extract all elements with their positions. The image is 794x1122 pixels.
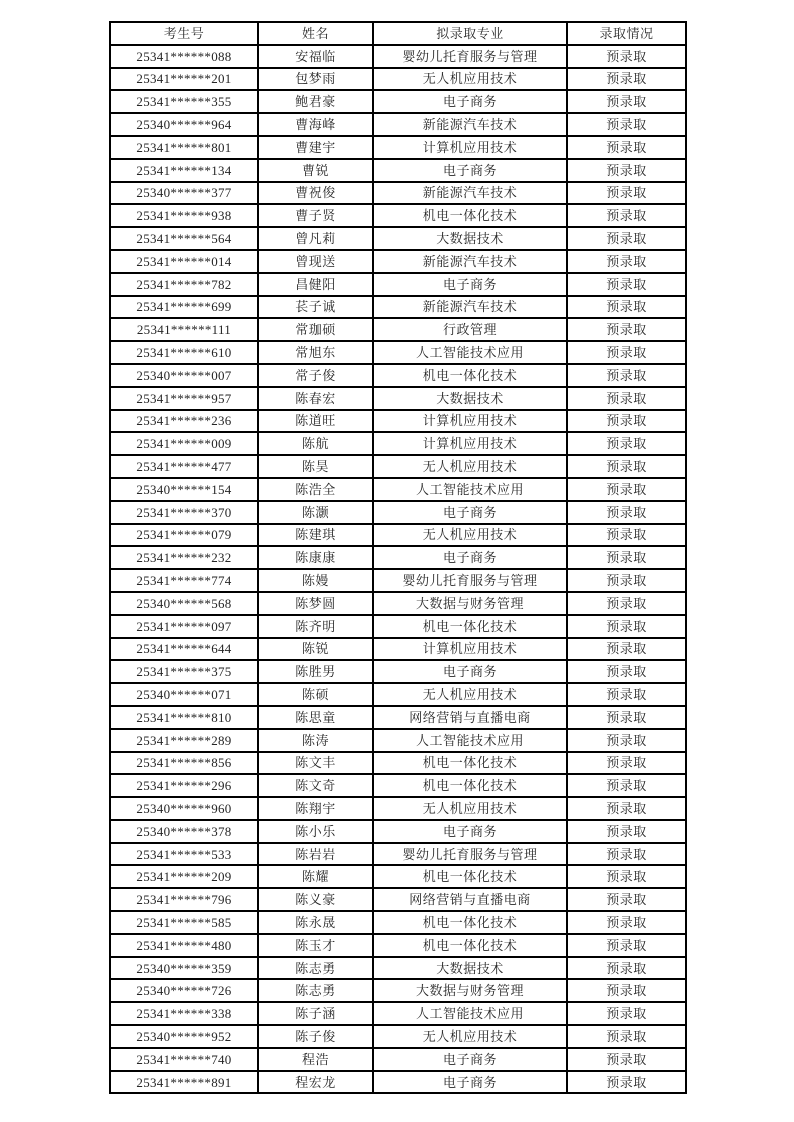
major-cell: 人工智能技术应用 bbox=[373, 729, 567, 752]
candidate-number-cell: 25341******079 bbox=[110, 524, 258, 547]
status-cell: 预录取 bbox=[567, 683, 686, 706]
table-row bbox=[110, 1025, 686, 1048]
name-cell: 昌健阳 bbox=[258, 273, 373, 296]
status-cell: 预录取 bbox=[567, 1071, 686, 1094]
name-cell: 陈梦圆 bbox=[258, 592, 373, 615]
status-cell: 预录取 bbox=[567, 569, 686, 592]
table-row bbox=[110, 455, 686, 478]
name-cell: 常珈硕 bbox=[258, 318, 373, 341]
table-row bbox=[110, 729, 686, 752]
major-cell: 计算机应用技术 bbox=[373, 638, 567, 661]
major-cell: 电子商务 bbox=[373, 546, 567, 569]
candidate-number-cell: 25341******585 bbox=[110, 911, 258, 934]
candidate-number-cell: 25340******568 bbox=[110, 592, 258, 615]
status-cell: 预录取 bbox=[567, 1002, 686, 1025]
table-header bbox=[110, 22, 686, 45]
major-cell: 电子商务 bbox=[373, 273, 567, 296]
candidate-number-cell: 25341******477 bbox=[110, 455, 258, 478]
table-row bbox=[110, 68, 686, 91]
candidate-number-cell: 25341******009 bbox=[110, 432, 258, 455]
name-cell: 常旭东 bbox=[258, 341, 373, 364]
name-cell: 曾现送 bbox=[258, 250, 373, 273]
status-cell: 预录取 bbox=[567, 1048, 686, 1071]
name-cell: 陈航 bbox=[258, 432, 373, 455]
status-cell: 预录取 bbox=[567, 182, 686, 205]
name-cell: 安福临 bbox=[258, 45, 373, 68]
major-cell: 电子商务 bbox=[373, 90, 567, 113]
major-cell: 电子商务 bbox=[373, 159, 567, 182]
status-cell: 预录取 bbox=[567, 227, 686, 250]
name-cell: 陈胜男 bbox=[258, 660, 373, 683]
candidate-number-cell: 25341******338 bbox=[110, 1002, 258, 1025]
major-cell: 机电一体化技术 bbox=[373, 752, 567, 775]
table-row bbox=[110, 752, 686, 775]
candidate-number-cell: 25341******957 bbox=[110, 387, 258, 410]
table-row bbox=[110, 569, 686, 592]
major-cell: 无人机应用技术 bbox=[373, 524, 567, 547]
major-cell: 婴幼儿托育服务与管理 bbox=[373, 569, 567, 592]
status-cell: 预录取 bbox=[567, 296, 686, 319]
table-row bbox=[110, 136, 686, 159]
major-cell: 新能源汽车技术 bbox=[373, 113, 567, 136]
major-cell: 行政管理 bbox=[373, 318, 567, 341]
candidate-number-cell: 25340******007 bbox=[110, 364, 258, 387]
name-cell: 陈志勇 bbox=[258, 957, 373, 980]
status-cell: 预录取 bbox=[567, 1025, 686, 1048]
name-cell: 陈义豪 bbox=[258, 888, 373, 911]
table-row bbox=[110, 227, 686, 250]
name-cell: 陈文奇 bbox=[258, 774, 373, 797]
table-row bbox=[110, 90, 686, 113]
status-cell: 预录取 bbox=[567, 729, 686, 752]
status-cell: 预录取 bbox=[567, 957, 686, 980]
table-body bbox=[110, 45, 686, 1094]
status-cell: 预录取 bbox=[567, 774, 686, 797]
status-cell: 预录取 bbox=[567, 159, 686, 182]
table-row bbox=[110, 273, 686, 296]
status-cell: 预录取 bbox=[567, 524, 686, 547]
table-row bbox=[110, 638, 686, 661]
status-cell: 预录取 bbox=[567, 660, 686, 683]
candidate-number-cell: 25340******154 bbox=[110, 478, 258, 501]
name-cell: 程宏龙 bbox=[258, 1071, 373, 1094]
name-cell: 陈昊 bbox=[258, 455, 373, 478]
table-row bbox=[110, 615, 686, 638]
status-cell: 预录取 bbox=[567, 911, 686, 934]
status-cell: 预录取 bbox=[567, 615, 686, 638]
table-row bbox=[110, 865, 686, 888]
status-cell: 预录取 bbox=[567, 432, 686, 455]
table-row bbox=[110, 592, 686, 615]
table-row bbox=[110, 820, 686, 843]
candidate-number-cell: 25341******088 bbox=[110, 45, 258, 68]
major-cell: 大数据技术 bbox=[373, 227, 567, 250]
table-row bbox=[110, 957, 686, 980]
candidate-number-cell: 25340******377 bbox=[110, 182, 258, 205]
major-cell: 机电一体化技术 bbox=[373, 204, 567, 227]
major-cell: 无人机应用技术 bbox=[373, 1025, 567, 1048]
admission-roster-table bbox=[109, 21, 687, 1094]
name-cell: 陈翔宇 bbox=[258, 797, 373, 820]
status-cell: 预录取 bbox=[567, 934, 686, 957]
candidate-number-cell: 25340******726 bbox=[110, 979, 258, 1002]
header-row bbox=[110, 22, 686, 45]
status-cell: 预录取 bbox=[567, 979, 686, 1002]
table-row bbox=[110, 546, 686, 569]
status-cell: 预录取 bbox=[567, 364, 686, 387]
name-cell: 陈锐 bbox=[258, 638, 373, 661]
major-cell: 人工智能技术应用 bbox=[373, 1002, 567, 1025]
name-cell: 陈志勇 bbox=[258, 979, 373, 1002]
name-cell: 陈建琪 bbox=[258, 524, 373, 547]
table-row bbox=[110, 341, 686, 364]
status-cell: 预录取 bbox=[567, 387, 686, 410]
major-cell: 网络营销与直播电商 bbox=[373, 888, 567, 911]
candidate-number-cell: 25341******938 bbox=[110, 204, 258, 227]
major-cell: 无人机应用技术 bbox=[373, 68, 567, 91]
candidate-number-cell: 25341******796 bbox=[110, 888, 258, 911]
status-cell: 预录取 bbox=[567, 68, 686, 91]
name-cell: 程浩 bbox=[258, 1048, 373, 1071]
status-cell: 预录取 bbox=[567, 204, 686, 227]
major-cell: 大数据与财务管理 bbox=[373, 979, 567, 1002]
status-cell: 预录取 bbox=[567, 455, 686, 478]
table-row bbox=[110, 501, 686, 524]
status-cell: 预录取 bbox=[567, 888, 686, 911]
name-cell: 陈思童 bbox=[258, 706, 373, 729]
candidate-number-cell: 25340******378 bbox=[110, 820, 258, 843]
major-cell: 机电一体化技术 bbox=[373, 865, 567, 888]
major-cell: 计算机应用技术 bbox=[373, 410, 567, 433]
candidate-number-cell: 25341******774 bbox=[110, 569, 258, 592]
table-row bbox=[110, 45, 686, 68]
major-cell: 机电一体化技术 bbox=[373, 364, 567, 387]
header-admission-status: 录取情况 bbox=[567, 22, 686, 45]
candidate-number-cell: 25341******097 bbox=[110, 615, 258, 638]
status-cell: 预录取 bbox=[567, 706, 686, 729]
table-row bbox=[110, 318, 686, 341]
status-cell: 预录取 bbox=[567, 752, 686, 775]
candidate-number-cell: 25341******134 bbox=[110, 159, 258, 182]
status-cell: 预录取 bbox=[567, 45, 686, 68]
major-cell: 计算机应用技术 bbox=[373, 136, 567, 159]
table-row bbox=[110, 911, 686, 934]
name-cell: 陈玉才 bbox=[258, 934, 373, 957]
major-cell: 大数据技术 bbox=[373, 957, 567, 980]
status-cell: 预录取 bbox=[567, 250, 686, 273]
status-cell: 预录取 bbox=[567, 113, 686, 136]
name-cell: 陈齐明 bbox=[258, 615, 373, 638]
name-cell: 苌子诚 bbox=[258, 296, 373, 319]
major-cell: 人工智能技术应用 bbox=[373, 478, 567, 501]
name-cell: 陈永晟 bbox=[258, 911, 373, 934]
name-cell: 陈文丰 bbox=[258, 752, 373, 775]
table-row bbox=[110, 706, 686, 729]
status-cell: 预录取 bbox=[567, 865, 686, 888]
table-row bbox=[110, 410, 686, 433]
table-row bbox=[110, 478, 686, 501]
table-row bbox=[110, 113, 686, 136]
major-cell: 电子商务 bbox=[373, 1048, 567, 1071]
name-cell: 陈耀 bbox=[258, 865, 373, 888]
table-row bbox=[110, 934, 686, 957]
candidate-number-cell: 25341******891 bbox=[110, 1071, 258, 1094]
major-cell: 机电一体化技术 bbox=[373, 774, 567, 797]
candidate-number-cell: 25340******960 bbox=[110, 797, 258, 820]
status-cell: 预录取 bbox=[567, 843, 686, 866]
name-cell: 包梦雨 bbox=[258, 68, 373, 91]
status-cell: 预录取 bbox=[567, 797, 686, 820]
major-cell: 无人机应用技术 bbox=[373, 797, 567, 820]
status-cell: 预录取 bbox=[567, 546, 686, 569]
major-cell: 电子商务 bbox=[373, 501, 567, 524]
table-row bbox=[110, 1048, 686, 1071]
name-cell: 曹建宇 bbox=[258, 136, 373, 159]
candidate-number-cell: 25341******699 bbox=[110, 296, 258, 319]
candidate-number-cell: 25341******856 bbox=[110, 752, 258, 775]
header-candidate-number: 考生号 bbox=[110, 22, 258, 45]
candidate-number-cell: 25341******533 bbox=[110, 843, 258, 866]
name-cell: 曹海峰 bbox=[258, 113, 373, 136]
candidate-number-cell: 25341******014 bbox=[110, 250, 258, 273]
candidate-number-cell: 25341******296 bbox=[110, 774, 258, 797]
major-cell: 人工智能技术应用 bbox=[373, 341, 567, 364]
name-cell: 陈硕 bbox=[258, 683, 373, 706]
name-cell: 陈春宏 bbox=[258, 387, 373, 410]
candidate-number-cell: 25341******480 bbox=[110, 934, 258, 957]
candidate-number-cell: 25341******111 bbox=[110, 318, 258, 341]
name-cell: 陈道旺 bbox=[258, 410, 373, 433]
table-row bbox=[110, 797, 686, 820]
candidate-number-cell: 25341******232 bbox=[110, 546, 258, 569]
status-cell: 预录取 bbox=[567, 273, 686, 296]
name-cell: 鲍君豪 bbox=[258, 90, 373, 113]
major-cell: 电子商务 bbox=[373, 660, 567, 683]
status-cell: 预录取 bbox=[567, 638, 686, 661]
table-row bbox=[110, 979, 686, 1002]
major-cell: 大数据与财务管理 bbox=[373, 592, 567, 615]
name-cell: 常子俊 bbox=[258, 364, 373, 387]
table-row bbox=[110, 774, 686, 797]
candidate-number-cell: 25340******071 bbox=[110, 683, 258, 706]
table-row bbox=[110, 843, 686, 866]
table-row bbox=[110, 888, 686, 911]
status-cell: 预录取 bbox=[567, 820, 686, 843]
header-proposed-major: 拟录取专业 bbox=[373, 22, 567, 45]
table-row bbox=[110, 660, 686, 683]
status-cell: 预录取 bbox=[567, 136, 686, 159]
name-cell: 曹子贤 bbox=[258, 204, 373, 227]
status-cell: 预录取 bbox=[567, 410, 686, 433]
candidate-number-cell: 25341******610 bbox=[110, 341, 258, 364]
candidate-number-cell: 25340******359 bbox=[110, 957, 258, 980]
major-cell: 机电一体化技术 bbox=[373, 615, 567, 638]
candidate-number-cell: 25341******375 bbox=[110, 660, 258, 683]
major-cell: 婴幼儿托育服务与管理 bbox=[373, 843, 567, 866]
candidate-number-cell: 25341******564 bbox=[110, 227, 258, 250]
header-name: 姓名 bbox=[258, 22, 373, 45]
table-row bbox=[110, 1071, 686, 1094]
status-cell: 预录取 bbox=[567, 501, 686, 524]
table-row bbox=[110, 159, 686, 182]
major-cell: 电子商务 bbox=[373, 820, 567, 843]
major-cell: 新能源汽车技术 bbox=[373, 182, 567, 205]
name-cell: 曾凡莉 bbox=[258, 227, 373, 250]
candidate-number-cell: 25340******964 bbox=[110, 113, 258, 136]
major-cell: 机电一体化技术 bbox=[373, 911, 567, 934]
status-cell: 预录取 bbox=[567, 318, 686, 341]
major-cell: 新能源汽车技术 bbox=[373, 296, 567, 319]
candidate-number-cell: 25341******801 bbox=[110, 136, 258, 159]
major-cell: 机电一体化技术 bbox=[373, 934, 567, 957]
name-cell: 陈浩全 bbox=[258, 478, 373, 501]
candidate-number-cell: 25340******952 bbox=[110, 1025, 258, 1048]
candidate-number-cell: 25341******209 bbox=[110, 865, 258, 888]
table-row bbox=[110, 524, 686, 547]
status-cell: 预录取 bbox=[567, 592, 686, 615]
name-cell: 陈岩岩 bbox=[258, 843, 373, 866]
name-cell: 曹锐 bbox=[258, 159, 373, 182]
table-row bbox=[110, 364, 686, 387]
major-cell: 电子商务 bbox=[373, 1071, 567, 1094]
candidate-number-cell: 25341******810 bbox=[110, 706, 258, 729]
table-row bbox=[110, 250, 686, 273]
status-cell: 预录取 bbox=[567, 341, 686, 364]
table-row bbox=[110, 1002, 686, 1025]
candidate-number-cell: 25341******201 bbox=[110, 68, 258, 91]
major-cell: 新能源汽车技术 bbox=[373, 250, 567, 273]
major-cell: 计算机应用技术 bbox=[373, 432, 567, 455]
name-cell: 陈小乐 bbox=[258, 820, 373, 843]
major-cell: 网络营销与直播电商 bbox=[373, 706, 567, 729]
candidate-number-cell: 25341******644 bbox=[110, 638, 258, 661]
candidate-number-cell: 25341******740 bbox=[110, 1048, 258, 1071]
candidate-number-cell: 25341******236 bbox=[110, 410, 258, 433]
candidate-number-cell: 25341******370 bbox=[110, 501, 258, 524]
name-cell: 陈康康 bbox=[258, 546, 373, 569]
table-row bbox=[110, 182, 686, 205]
name-cell: 曹祝俊 bbox=[258, 182, 373, 205]
name-cell: 陈涛 bbox=[258, 729, 373, 752]
name-cell: 陈嫚 bbox=[258, 569, 373, 592]
name-cell: 陈子涵 bbox=[258, 1002, 373, 1025]
major-cell: 大数据技术 bbox=[373, 387, 567, 410]
status-cell: 预录取 bbox=[567, 90, 686, 113]
name-cell: 陈子俊 bbox=[258, 1025, 373, 1048]
table-row bbox=[110, 296, 686, 319]
status-cell: 预录取 bbox=[567, 478, 686, 501]
major-cell: 无人机应用技术 bbox=[373, 455, 567, 478]
table-row bbox=[110, 432, 686, 455]
table-row bbox=[110, 204, 686, 227]
candidate-number-cell: 25341******782 bbox=[110, 273, 258, 296]
major-cell: 无人机应用技术 bbox=[373, 683, 567, 706]
name-cell: 陈灏 bbox=[258, 501, 373, 524]
table-row bbox=[110, 387, 686, 410]
major-cell: 婴幼儿托育服务与管理 bbox=[373, 45, 567, 68]
table-row bbox=[110, 683, 686, 706]
candidate-number-cell: 25341******355 bbox=[110, 90, 258, 113]
candidate-number-cell: 25341******289 bbox=[110, 729, 258, 752]
